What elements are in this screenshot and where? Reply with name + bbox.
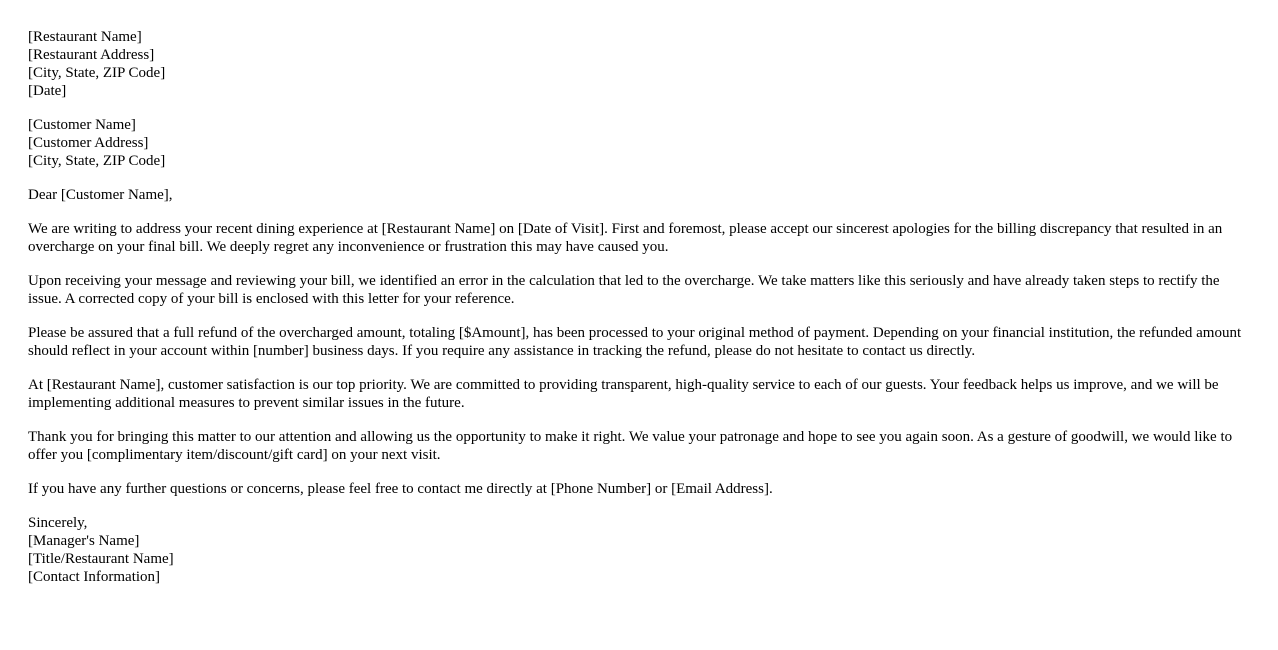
body-paragraph-6: If you have any further questions or concerns, please feel free to contact me directly at [Phone Number] or [Email Address]. (28, 481, 773, 497)
body-paragraph-2: Upon receiving your message and reviewing your bill, we identified an error in the calculation that led to the overcharge. We take matters like this seriously and have already taken steps to rectify the issue. A corrected copy of your bill is enclosed with this letter for your reference. (28, 273, 1220, 307)
salutation: Dear [Customer Name], (28, 187, 173, 203)
sender-name: [Restaurant Name] (28, 29, 142, 45)
signer-name: [Manager's Name] (28, 533, 140, 549)
sender-city-state-zip: [City, State, ZIP Code] (28, 65, 166, 81)
signer-title: [Title/Restaurant Name] (28, 551, 174, 567)
signature-block (28, 514, 1256, 586)
recipient-name: [Customer Name] (28, 117, 136, 133)
recipient-address: [Customer Address] (28, 135, 149, 151)
body-paragraph-5: Thank you for bringing this matter to our attention and allowing us the opportunity to make it right. We value your patronage and hope to see you again soon. As a gesture of goodwill, we would like to offer you [complimentary item/discount/gift card] on your next visit. (28, 429, 1233, 463)
letter-date: [Date] (28, 83, 67, 99)
recipient-address-block (28, 116, 1256, 170)
body-paragraph-3: Please be assured that a full refund of the overcharged amount, totaling [$Amount], has been processed to your original method of payment. Depending on your financial institution, the refunded amount should reflect in your account within [number] business days. If you require any assistance in tracking the refund, please do not hesitate to contact us directly. (28, 325, 1242, 359)
body-paragraph-4: At [Restaurant Name], customer satisfaction is our top priority. We are committed to providing transparent, high-quality service to each of our guests. Your feedback helps us improve, and we will be implementing additional measures to prevent similar issues in the future. (28, 377, 1219, 411)
sender-address: [Restaurant Address] (28, 47, 155, 63)
valediction: Sincerely, (28, 515, 88, 531)
body-paragraph-1: We are writing to address your recent dining experience at [Restaurant Name] on [Date of Visit]. First and foremost, please accept our sincerest apologies for the billing discrepancy that resulted in an overcharge on your final bill. We deeply regret any inconvenience or frustration this may have caused you. (28, 221, 1223, 255)
letter (28, 28, 1256, 602)
signer-contact: [Contact Information] (28, 569, 161, 585)
recipient-city-state-zip: [City, State, ZIP Code] (28, 153, 166, 169)
sender-address-block (28, 28, 1256, 100)
